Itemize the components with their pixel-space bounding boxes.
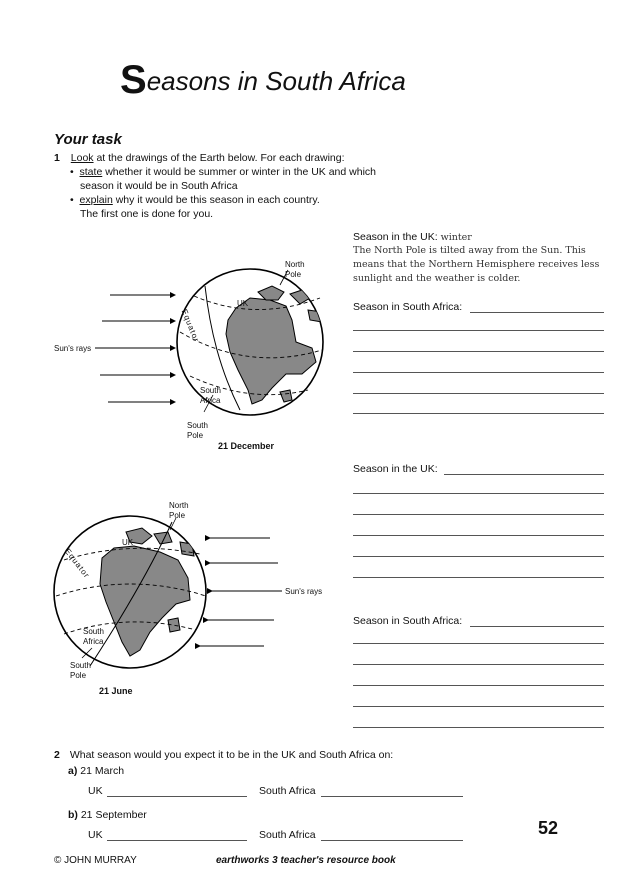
answer-line[interactable]: [353, 351, 604, 352]
part-b-sa-label: South Africa: [259, 829, 316, 841]
question-2-text: What season would you expect it to be in the UK and South Africa on:: [69, 749, 394, 761]
season-sa-label-2: Season in South Africa:: [353, 615, 463, 627]
answer-line[interactable]: [353, 706, 604, 707]
sun-ray-arrows: [95, 295, 175, 402]
question-1-number: 1: [54, 152, 60, 164]
question-2-line: [54, 748, 393, 762]
north-pole-label-1: North Pole: [285, 260, 305, 279]
answer-line[interactable]: [353, 664, 604, 665]
uk-answer-winter: winter: [440, 232, 472, 243]
explanation-line-1: The North Pole is tilted away from the Sun. This: [353, 245, 586, 256]
question-2-number: 2: [54, 749, 60, 761]
date-label-december: 21 December: [218, 441, 275, 451]
page-title: [120, 58, 406, 103]
task-heading: Your task: [54, 131, 122, 148]
bullet-1-text: whether it would be summer or winter in the UK and which: [102, 166, 376, 178]
answer-line[interactable]: [353, 514, 604, 515]
part-a-sa-label: South Africa: [259, 785, 316, 797]
equator-label-1: Equator: [179, 308, 202, 344]
season-uk-label-2: Season in the UK:: [353, 463, 438, 475]
part-b-uk-answer-line[interactable]: [107, 840, 247, 841]
south-africa-label-1: South Africa: [200, 386, 221, 405]
south-africa-label-2: South Africa: [83, 627, 104, 646]
answer-line[interactable]: [444, 474, 604, 475]
page-number: 52: [538, 818, 559, 838]
keyword-look: Look: [70, 152, 94, 164]
south-pole-label-2: South Pole: [70, 661, 91, 680]
question-1-text: at the drawings of the Earth below. For each drawing:: [93, 152, 345, 164]
answer-line[interactable]: [353, 535, 604, 536]
answer-line[interactable]: [353, 493, 604, 494]
answer-line[interactable]: [353, 685, 604, 686]
answer-line[interactable]: [353, 372, 604, 373]
footer-book-title: earthworks 3 teacher's resource book: [216, 855, 396, 866]
part-b: b) 21 September: [68, 809, 147, 821]
answer-line[interactable]: [353, 393, 604, 394]
bullet-1: • state whether it would be summer or winter in the UK and which: [70, 166, 376, 178]
north-pole-label-2: North Pole: [169, 501, 189, 520]
date-label-june: 21 June: [99, 686, 133, 696]
explanation-line-3: sunlight and the weather is colder.: [353, 273, 521, 284]
part-b-uk-label: UK: [88, 829, 103, 841]
answer-line[interactable]: [470, 626, 604, 627]
part-a-uk-answer-line[interactable]: [107, 796, 247, 797]
keyword-explain: explain: [79, 194, 113, 206]
bullet-1-continued: season it would be in South Africa: [80, 180, 238, 192]
south-pole-label-1: South Pole: [187, 421, 208, 440]
equator-label-2: Equator: [62, 547, 92, 581]
part-a-date: 21 March: [80, 765, 125, 777]
footer-copyright: © JOHN MURRAY: [54, 855, 137, 866]
question-1-line: [54, 151, 345, 165]
answer-line[interactable]: [353, 727, 604, 728]
suns-rays-label-1: Sun's rays: [54, 344, 92, 353]
part-a-uk-label: UK: [88, 785, 103, 797]
answer-line[interactable]: [353, 577, 604, 578]
part-b-sa-answer-line[interactable]: [321, 840, 463, 841]
part-b-date: 21 September: [80, 809, 147, 821]
explanation-line-2: means that the Northern Hemisphere receives less: [353, 259, 600, 270]
task-note: The first one is done for you.: [80, 208, 214, 220]
part-a-sa-answer-line[interactable]: [321, 796, 463, 797]
uk-label-1: UK: [237, 299, 249, 308]
title-rest: easons in South Africa: [146, 66, 406, 96]
answer-line[interactable]: [470, 312, 604, 313]
season-uk-label-1: Season in the UK: winter: [353, 231, 472, 243]
answer-line[interactable]: [353, 556, 604, 557]
answer-line[interactable]: [353, 330, 604, 331]
answer-line[interactable]: [353, 413, 604, 414]
season-sa-label-1: Season in South Africa:: [353, 301, 463, 313]
suns-rays-label-2: Sun's rays: [285, 587, 323, 596]
bullet-2-text: why it would be this season in each country.: [112, 194, 320, 206]
bullet-2: • explain why it would be this season in each country.: [70, 194, 320, 206]
sun-ray-arrows: [200, 538, 282, 646]
keyword-state: state: [79, 166, 103, 178]
answer-line[interactable]: [353, 643, 604, 644]
part-a: a) 21 March: [68, 765, 125, 777]
uk-label-2: UK: [122, 538, 134, 547]
title-initial: S: [120, 58, 147, 102]
